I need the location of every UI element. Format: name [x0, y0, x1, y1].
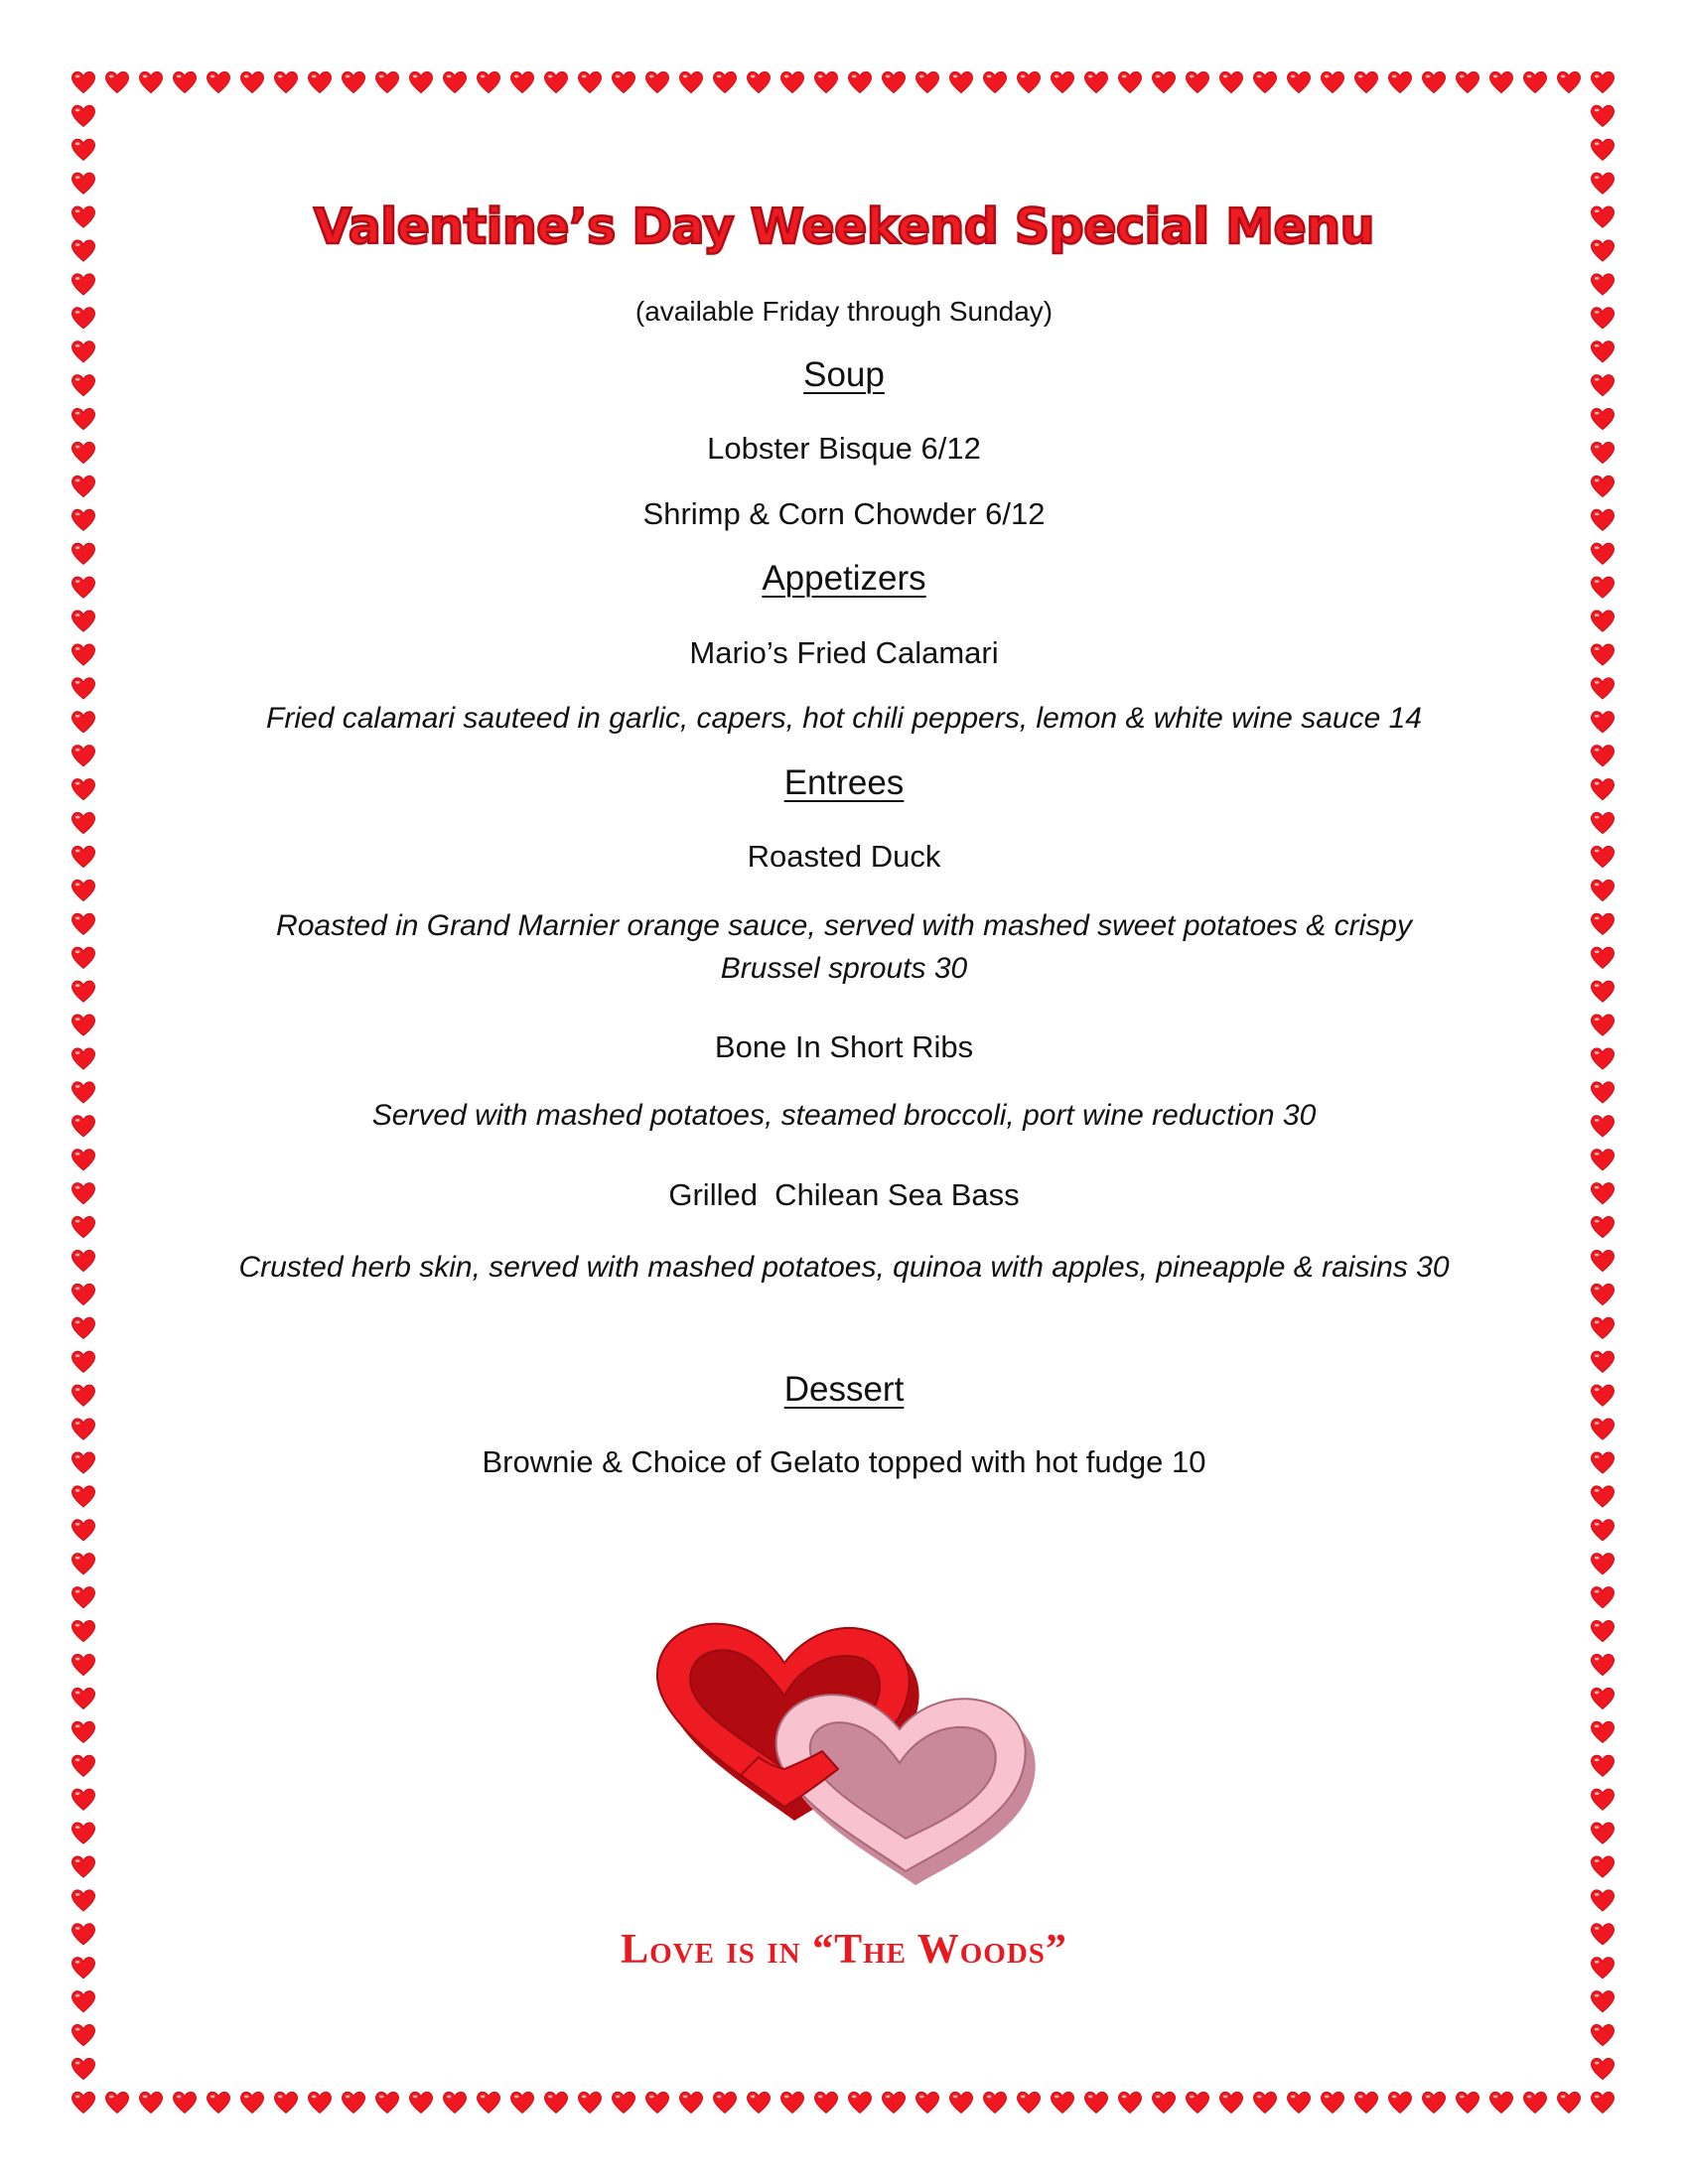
heart-icon — [1592, 1250, 1615, 1271]
heart-icon — [343, 2092, 365, 2113]
heart-icon — [1592, 678, 1615, 699]
heart-icon — [1592, 543, 1615, 564]
heart-icon — [72, 1621, 95, 1642]
heart-icon — [1018, 2092, 1041, 2113]
heart-icon — [545, 71, 568, 92]
heart-icon — [849, 71, 872, 92]
heart-icon — [1592, 1688, 1615, 1708]
section-heading-soup: Soup — [803, 355, 885, 394]
heart-icon — [72, 1486, 95, 1507]
menu-title: Valentine’s Day Weekend Special Menu — [313, 199, 1375, 255]
heart-icon — [1592, 442, 1615, 463]
heart-icon — [511, 2092, 534, 2113]
heart-icon — [1423, 71, 1446, 92]
heart-icon — [72, 375, 95, 396]
heart-icon — [1592, 206, 1615, 227]
heart-icon — [1052, 2092, 1074, 2113]
heart-icon — [1592, 1823, 1615, 1843]
heart-icon — [1355, 71, 1378, 92]
heart-icon — [343, 71, 365, 92]
heart-icon — [1187, 71, 1209, 92]
heart-icon — [72, 779, 95, 800]
heart-icon — [72, 1721, 95, 1742]
heart-icon — [1592, 1419, 1615, 1439]
heart-icon — [72, 1419, 95, 1439]
heart-icon — [106, 2092, 129, 2113]
heart-icon — [410, 2092, 433, 2113]
heart-icon — [1153, 71, 1176, 92]
heart-icon — [579, 71, 602, 92]
heart-icon — [72, 846, 95, 867]
heart-icon — [1592, 611, 1615, 631]
heart-icon — [1592, 1520, 1615, 1541]
heart-icon — [72, 1924, 95, 1945]
heart-icon — [1220, 2092, 1243, 2113]
heart-icon — [72, 1351, 95, 1372]
heart-icon — [72, 1991, 95, 2012]
heart-icon — [646, 2092, 669, 2113]
heart-icon — [1052, 71, 1074, 92]
heart-icon — [1592, 712, 1615, 733]
availability-note: (available Friday through Sunday) — [634, 296, 1054, 327]
heart-icon — [1592, 1856, 1615, 1877]
menu-item-roasted-duck: Roasted Duck — [747, 839, 941, 874]
heart-icon — [72, 644, 95, 665]
menu-item-sea-bass: Grilled Chilean Sea Bass — [668, 1177, 1020, 1212]
heart-icon — [72, 105, 95, 126]
heart-icon — [72, 611, 95, 631]
heart-icon — [1592, 1554, 1615, 1574]
heart-icon — [72, 577, 95, 598]
heart-icon — [1592, 1351, 1615, 1372]
heart-icon — [1592, 947, 1615, 968]
heart-icon — [1592, 1755, 1615, 1776]
heart-icon — [1085, 2092, 1108, 2113]
heart-icon — [950, 2092, 973, 2113]
heart-icon — [1592, 509, 1615, 530]
heart-icon — [309, 71, 332, 92]
heart-icon — [1592, 746, 1615, 766]
menu-item-roasted-duck-description: Roasted in Grand Marnier orange sauce, served with mashed sweet potatoes & crispy Brussel sprouts 30 — [276, 909, 1412, 985]
heart-icon — [950, 71, 973, 92]
heart-icon — [1322, 2092, 1344, 2113]
heart-icon — [1592, 2092, 1615, 2113]
heart-icon — [444, 2092, 467, 2113]
heart-icon — [72, 2092, 95, 2113]
heart-icon — [72, 139, 95, 160]
heart-icon — [1592, 1015, 1615, 1035]
heart-icon — [1592, 1217, 1615, 1238]
heart-icon — [1423, 2092, 1446, 2113]
heart-icon — [72, 442, 95, 463]
heart-icon — [1592, 577, 1615, 598]
heart-icon — [1457, 2092, 1479, 2113]
heart-icon — [1389, 2092, 1412, 2113]
heart-icon — [1592, 1924, 1615, 1945]
heart-icon — [781, 71, 804, 92]
heart-icon — [72, 543, 95, 564]
heart-icon — [72, 509, 95, 530]
menu-item-fried-calamari-description: Fried calamari sauteed in garlic, capers, hot chili peppers, lemon & white wine sauce 14 — [266, 702, 1422, 735]
heart-icon — [1119, 71, 1142, 92]
heart-icon — [1592, 375, 1615, 396]
heart-icon — [1490, 2092, 1513, 2113]
heart-icon — [309, 2092, 332, 2113]
heart-icon — [1355, 2092, 1378, 2113]
heart-icon — [1119, 2092, 1142, 2113]
heart-icon — [1592, 880, 1615, 900]
heart-icon — [1592, 1654, 1615, 1675]
heart-icon — [72, 476, 95, 496]
heart-icon — [72, 880, 95, 900]
heart-icon — [478, 2092, 500, 2113]
heart-icon — [72, 1789, 95, 1810]
heart-icon — [511, 71, 534, 92]
menu-item-brownie-gelato: Brownie & Choice of Gelato topped with hot fudge 10 — [482, 1444, 1206, 1479]
heart-icon — [1592, 1183, 1615, 1204]
heart-icon — [72, 1587, 95, 1608]
heart-icon — [410, 71, 433, 92]
heart-icon — [1592, 1082, 1615, 1103]
heart-icon — [72, 1116, 95, 1137]
heart-icon — [72, 341, 95, 362]
heart-icon — [916, 2092, 939, 2113]
heart-icon — [1592, 913, 1615, 934]
heart-icon — [72, 1654, 95, 1675]
section-heading-entrees: Entrees — [783, 763, 905, 802]
heart-icon — [72, 1520, 95, 1541]
heart-icon — [72, 1755, 95, 1776]
heart-icon — [1592, 409, 1615, 430]
heart-icon — [1254, 2092, 1277, 2113]
heart-icon — [1490, 71, 1513, 92]
heart-icon — [72, 1385, 95, 1406]
heart-icon — [72, 1856, 95, 1877]
heart-icon — [646, 71, 669, 92]
heart-icon — [72, 1082, 95, 1103]
heart-icon — [1558, 71, 1581, 92]
heart-icon — [1592, 1385, 1615, 1406]
heart-icon — [1592, 981, 1615, 1002]
section-heading-appetizers: Appetizers — [762, 559, 926, 598]
heart-icon — [72, 1150, 95, 1170]
heart-icon — [1288, 71, 1311, 92]
heart-icon — [613, 2092, 635, 2113]
heart-icon — [714, 71, 737, 92]
heart-icon — [72, 1015, 95, 1035]
heart-icon — [1592, 1048, 1615, 1069]
heart-icon — [1592, 71, 1615, 92]
heart-icon — [1592, 341, 1615, 362]
heart-icon — [1592, 240, 1615, 261]
heart-icon — [174, 71, 197, 92]
heart-icon — [916, 71, 939, 92]
heart-icon — [72, 813, 95, 834]
heart-icon — [1187, 2092, 1209, 2113]
heart-icon — [376, 2092, 399, 2113]
heart-icon — [72, 678, 95, 699]
heart-icon — [781, 2092, 804, 2113]
heart-icon — [478, 71, 500, 92]
heart-icon — [849, 2092, 872, 2113]
heart-icon — [1322, 71, 1344, 92]
interlocking-hearts-icon — [635, 1618, 1072, 1886]
heart-icon — [1524, 2092, 1547, 2113]
heart-icon — [72, 1958, 95, 1979]
heart-icon — [613, 71, 635, 92]
heart-icon — [984, 2092, 1007, 2113]
heart-icon — [72, 1688, 95, 1708]
heart-icon — [545, 2092, 568, 2113]
heart-icon — [72, 1048, 95, 1069]
section-heading-dessert: Dessert — [783, 1370, 905, 1409]
heart-icon — [106, 71, 129, 92]
heart-icon — [174, 2092, 197, 2113]
heart-icon — [1592, 1486, 1615, 1507]
menu-item-shrimp-corn-chowder: Shrimp & Corn Chowder 6/12 — [642, 496, 1046, 531]
heart-icon — [1592, 644, 1615, 665]
heart-icon — [72, 240, 95, 261]
heart-icon — [883, 2092, 906, 2113]
heart-icon — [1389, 71, 1412, 92]
heart-icon — [680, 71, 703, 92]
heart-icon — [1592, 1991, 1615, 2012]
heart-icon — [72, 2058, 95, 2079]
heart-icon — [1592, 779, 1615, 800]
heart-icon — [140, 2092, 163, 2113]
heart-icon — [1592, 476, 1615, 496]
heart-icon — [72, 409, 95, 430]
heart-icon — [72, 1890, 95, 1911]
heart-icon — [1592, 1890, 1615, 1911]
heart-icon — [140, 71, 163, 92]
menu-item-sea-bass-description: Crusted herb skin, served with mashed potatoes, quinoa with apples, pineapple & raisins 30 — [238, 1251, 1450, 1284]
heart-icon — [714, 2092, 737, 2113]
heart-icon — [72, 1452, 95, 1473]
heart-icon — [72, 1823, 95, 1843]
heart-icon — [72, 1217, 95, 1238]
heart-icon — [1592, 2058, 1615, 2079]
menu-item-short-ribs: Bone In Short Ribs — [714, 1029, 974, 1064]
heart-icon — [984, 71, 1007, 92]
menu-item-lobster-bisque: Lobster Bisque 6/12 — [707, 431, 981, 466]
heart-icon — [208, 71, 230, 92]
heart-icon — [1592, 1317, 1615, 1338]
heart-icon — [72, 274, 95, 295]
heart-icon — [748, 2092, 771, 2113]
heart-icon — [1592, 274, 1615, 295]
heart-icon — [72, 206, 95, 227]
heart-icon — [1592, 1587, 1615, 1608]
heart-icon — [1592, 1621, 1615, 1642]
heart-icon — [748, 71, 771, 92]
heart-icon — [72, 712, 95, 733]
pink-heart-icon — [776, 1695, 1036, 1885]
heart-icon — [1558, 2092, 1581, 2113]
heart-icon — [72, 746, 95, 766]
heart-icon — [72, 913, 95, 934]
heart-icon — [1592, 1284, 1615, 1304]
heart-icon — [72, 1183, 95, 1204]
heart-icon — [72, 2025, 95, 2046]
heart-icon — [241, 71, 264, 92]
heart-icon — [72, 1317, 95, 1338]
heart-icon — [1592, 139, 1615, 160]
heart-icon — [1592, 308, 1615, 329]
heart-icon — [815, 2092, 838, 2113]
menu-item-fried-calamari: Mario’s Fried Calamari — [689, 635, 999, 670]
heart-icon — [376, 71, 399, 92]
heart-icon — [72, 173, 95, 194]
heart-icon — [1085, 71, 1108, 92]
heart-icon — [1592, 846, 1615, 867]
heart-icon — [883, 71, 906, 92]
heart-icon — [1288, 2092, 1311, 2113]
heart-icon — [1018, 71, 1041, 92]
heart-icon — [1592, 1452, 1615, 1473]
heart-icon — [1592, 2025, 1615, 2046]
heart-icon — [241, 2092, 264, 2113]
heart-icon — [1592, 173, 1615, 194]
heart-icon — [579, 2092, 602, 2113]
heart-icon — [72, 308, 95, 329]
heart-icon — [1592, 1789, 1615, 1810]
heart-icon — [1592, 105, 1615, 126]
heart-icon — [815, 71, 838, 92]
heart-icon — [72, 71, 95, 92]
heart-icon — [1220, 71, 1243, 92]
heart-icon — [72, 1554, 95, 1574]
heart-icon — [444, 71, 467, 92]
menu-item-short-ribs-description: Served with mashed potatoes, steamed broccoli, port wine reduction 30 — [371, 1099, 1317, 1132]
heart-icon — [1592, 1116, 1615, 1137]
heart-icon — [680, 2092, 703, 2113]
heart-icon — [72, 981, 95, 1002]
heart-icon — [1254, 71, 1277, 92]
heart-icon — [1592, 1150, 1615, 1170]
heart-icon — [72, 947, 95, 968]
heart-icon — [208, 2092, 230, 2113]
heart-icon — [72, 1284, 95, 1304]
heart-icon — [275, 71, 298, 92]
heart-icon — [1592, 1721, 1615, 1742]
heart-icon — [275, 2092, 298, 2113]
heart-icon — [1524, 71, 1547, 92]
heart-icon — [1153, 2092, 1176, 2113]
heart-icon — [1592, 813, 1615, 834]
tagline: Love is in “The Woods” — [621, 1927, 1067, 1973]
heart-icon — [72, 1250, 95, 1271]
heart-icon — [1592, 1958, 1615, 1979]
heart-icon — [1457, 71, 1479, 92]
